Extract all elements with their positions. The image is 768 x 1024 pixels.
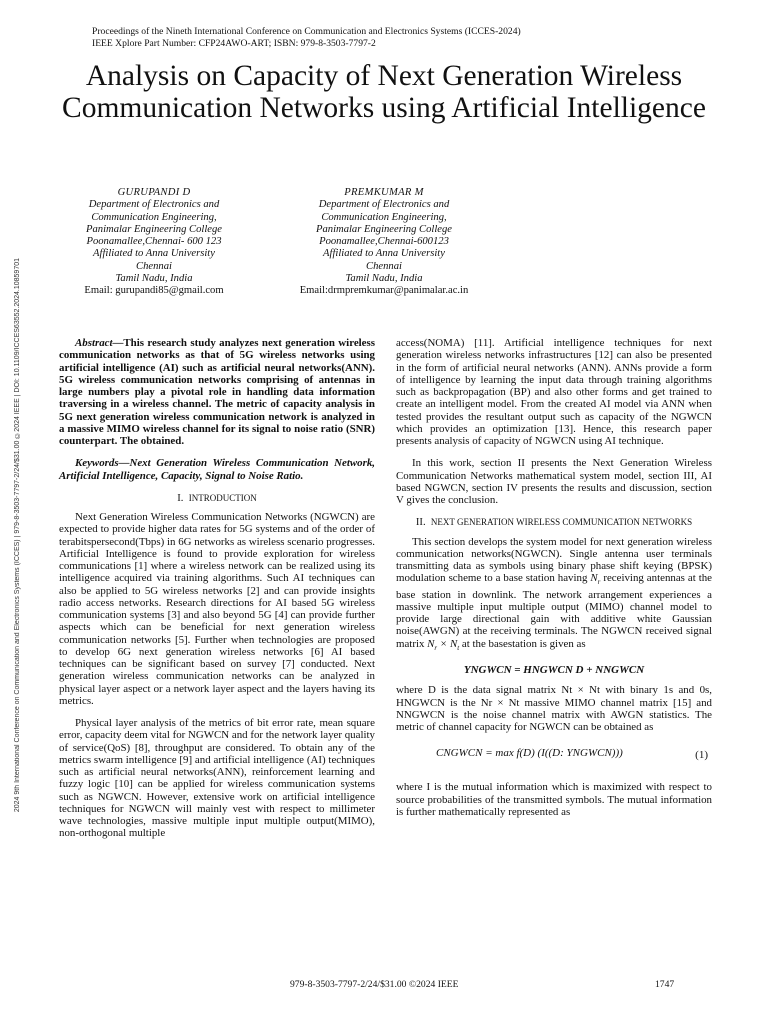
author-affil-line: Tamil Nadu, India: [115, 273, 193, 285]
author-affil-line: Communication Engineering,: [91, 211, 217, 223]
conference-header: [92, 26, 521, 50]
main-equation: YNGWCN = HNGWCN D + NNGWCN: [463, 664, 645, 677]
section-number: II.: [415, 517, 426, 529]
section-title: NEXT GENERATION WIRELESS COMMUNICATION NETWORKS: [430, 517, 693, 528]
paper-title: Analysis on Capacity of Next Generation Wireless Communication Networks using Artificial Intelligence: [62, 60, 706, 124]
author-affil-line: Affiliated to Anna University: [323, 248, 445, 260]
side-citation-note: 2024 9th International Conference on Communication and Electronics Systems (ICCES) | 979-8-3503-7797-2/24/$31.00 ©2024 IEEE | DOI: 10.1109/ICCES63552.2024.10859701: [14, 258, 21, 813]
author-affil-line: Department of Electronics and: [318, 199, 450, 211]
math-nr: $N_r$: [590, 572, 601, 587]
section-heading-2: [396, 516, 712, 529]
author-email: Email: gurupandi85@gmail.com: [84, 285, 224, 297]
equation-explanation: where D is the data signal matrix Nt × Nt with binary 1s and 0s, HNGWCN is the Nr × Nt massive MIMO channel matrix [15] and NNGWCN is the noise channel matrix with AWGN statistics. The metric of channel capacity for NGWCN can be obtained as: [396, 684, 712, 734]
abstract-label: Abstract: [75, 337, 113, 349]
abstract-text: —This research study analyzes next generation wireless communication networks as that of 5G wireless networks using artificial intelligence (AI) such as artificial neural networks(ANN). 5G wireless communication networks comprising of antennas in large numbers play a pivotal role in handling data information traversing in a wireless channel. The metric of capacity analysis in 5G next generation wireless communication network is analyzed in a massive MIMO wireless channel for its signal to noise ratio (SNR) counterpart. The obtained.: [59, 337, 375, 447]
page-number: 1747: [655, 979, 675, 990]
right-paragraph-1: access(NOMA) [11]. Artificial intelligence techniques for next generation wireless networks infrastructures [12] can also be presented in the form of artificial neural networks (ANN). ANNs provide a form of intelligence by learning the input data through training algorithms such as backpropagation (BP) and also other forms and get trained to create an intelligent model. From the created AI model via ANN when tested provides the resultant output such as capacity of the NGWCN which provides an optimization [13]. Hence, this research paper presents analysis of capacity of NGWCN using AI technique.: [396, 337, 712, 447]
author-affil-line: Department of Electronics and: [88, 199, 220, 211]
section-title: INTRODUCTION: [188, 492, 257, 503]
equation-1-body: CNGWCN = max f(D) (I((D: YNGWCN))): [436, 747, 623, 760]
intro-paragraph-1: Next Generation Wireless Communication Networks (NGWCN) are expected to provide higher data rates for 5G systems and of the order of terabitspersecond(Tbps) in 6G networks as wireless scenario progresses. Artificial Intelligence is found to provide exploration for wireless communications [1] where a wireless network can be realized using its intelligence acquired via training algorithms. Such AI techniques can also be applied to 5G wireless networks [2] and can provide insights radio access networks. Research directions for AI based 5G wireless communication systems [3] and also beyond 5G [4] can provide further aspects which can be beneficial for next generation wireless communication networks [5]. Further when technologies are proposed to develop 6G next generation wireless networks [6] AI based techniques can be significant based on survey [7] conducted. Next generation wireless communication networks can be analyzed in physical layer aspect or a network layer aspect and the layers having its metrics.: [59, 511, 375, 707]
abstract: [59, 337, 375, 447]
author-affil-line: Chennai: [366, 260, 402, 272]
system-model-paragraph: This section develops the system model for next generation wireless communication networks(NGWCN). Single antenna user terminals transmitting data as symbols using binary phase shift keying (BPSK) modulation scheme to a base station having $N_r$ receiving antennas at the base station in downlink. The network arrangement experiences a massive multiple input multiple output (MIMO) channel model to provide large directional gain with additive white Gaussian noise(AWGN) at the receiving terminals. The NGWCN received signal matrix $N_r \times N_t$ at the basestation is given as: [396, 535, 712, 652]
equation-1-number: (1): [695, 749, 708, 762]
author-name: PREMKUMAR M: [344, 187, 424, 198]
intro-paragraph-2: Physical layer analysis of the metrics of bit error rate, mean square error, capacity deem vital for NGWCN and for the network layer quality of service(QoS) [8], throughput are considered. To obtain any of the metrics swarm intelligence [9] and artificial intelligence (AI) techniques such as artificial neural networks(ANN), reinforcement learning and fuzzy logic [10] can be applied for wireless communication systems such as NGWCN. However, extensive work on artificial intelligence techniques for NGWCN will mainly vest with respect to millimeter wave technologies, massive multiple input multiple output(MIMO), non-orthogonal multiple: [59, 717, 375, 840]
header-line-2: IEEE Xplore Part Number: CFP24AWO-ART; ISBN: 979-8-3503-7797-2: [92, 38, 376, 49]
author-email: Email:drmpremkumar@panimalar.ac.in: [299, 285, 469, 297]
author-affil-line: Affiliated to Anna University: [93, 248, 215, 260]
left-column: [59, 337, 375, 850]
author-affil-line: Panimalar Engineering College: [86, 223, 222, 235]
author-name: GURUPANDI D: [117, 187, 191, 198]
section-number: I.: [177, 492, 184, 504]
footer-copyright: 979-8-3503-7797-2/24/$31.00 ©2024 IEEE: [290, 979, 459, 990]
author-block-1: [34, 187, 274, 298]
author-affil-line: Chennai: [136, 260, 172, 272]
header-line-1: Proceedings of the Nineth International Conference on Communication and Electronics Systems (ICCES-2024): [92, 26, 521, 37]
author-affil-line: Panimalar Engineering College: [316, 223, 452, 235]
section-heading-1: [59, 492, 375, 505]
right-column: [396, 337, 712, 828]
equation-1: [396, 743, 712, 771]
author-affil-line: Tamil Nadu, India: [345, 273, 423, 285]
keywords-label: Keywords: [75, 457, 119, 470]
author-block-2: [264, 187, 504, 298]
author-affil-line: Poonamallee,Chennai-600123: [319, 236, 449, 248]
author-affil-line: Poonamallee,Chennai- 600 123: [86, 236, 222, 248]
right-paragraph-2: In this work, section II presents the Next Generation Wireless Communication Networks mathematical system model, section III, AI based NGWCN, section IV presents the results and discussion, section V gives the conclusion.: [396, 457, 712, 506]
math-nr-nt: $N_r \times N_t$: [427, 637, 460, 652]
author-affil-line: Communication Engineering,: [321, 211, 447, 223]
mutual-info-paragraph: where I is the mutual information which is maximized with respect to source probabilities of the transmitted symbols. The mutual information is further mathematically represented as: [396, 781, 712, 818]
keywords-text: —Next Generation Wireless Communication Network, Artificial Intelligence, Capacity, Signal to Noise Ratio.: [59, 457, 375, 482]
keywords: [59, 457, 375, 482]
